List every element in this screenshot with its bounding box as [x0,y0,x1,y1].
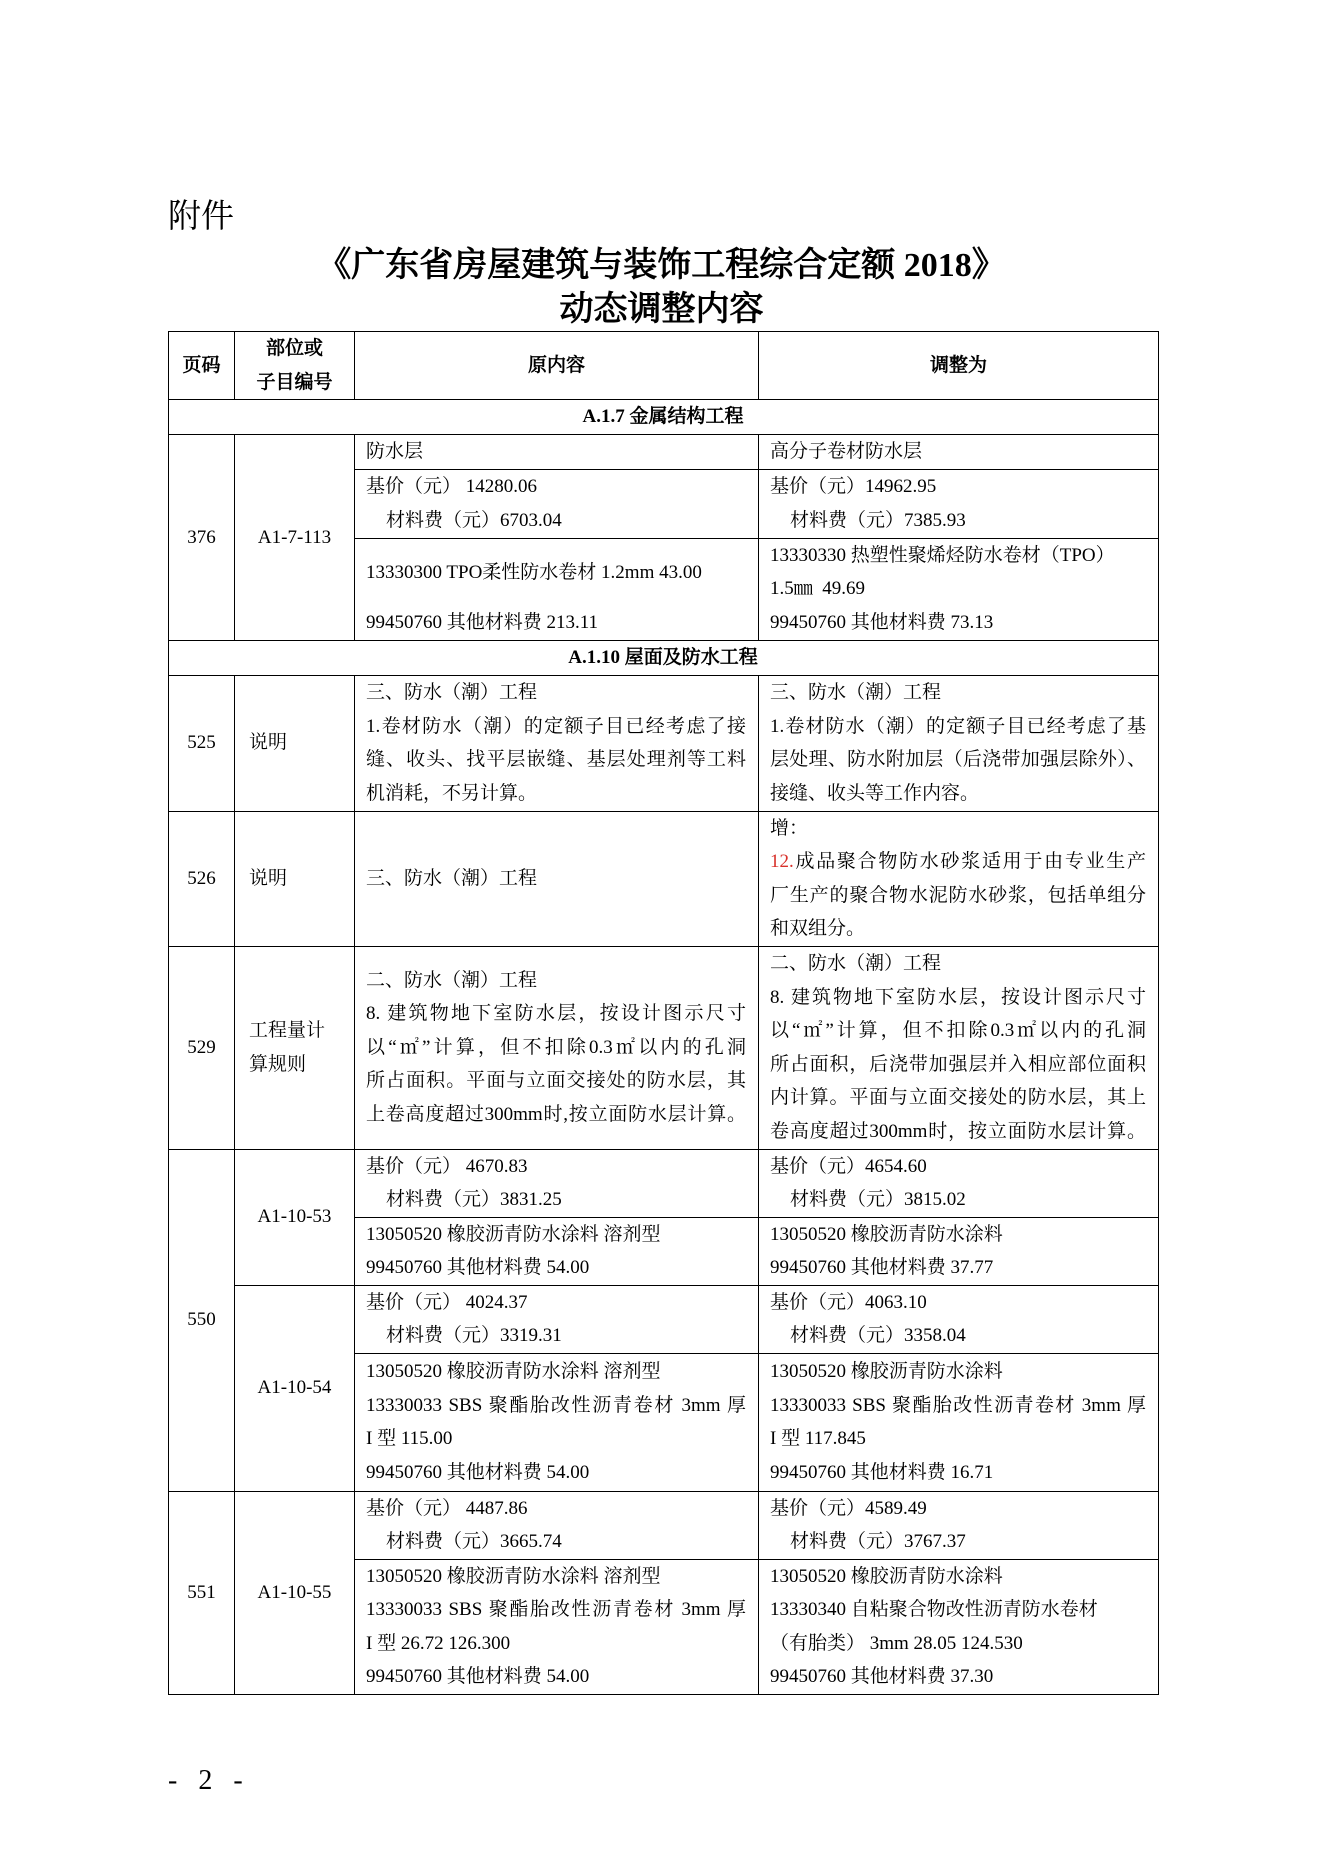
material-line: 99450760 其他材料费 16.71 [770,1461,994,1483]
adjusted-line: 高分子卷材防水层 [770,441,923,462]
original-layer-376 [355,435,759,470]
header-page-cell [169,332,235,400]
material-cost-line: 材料费（元）3358.04 [790,1325,966,1346]
original-price-a1-10-54 [355,1285,759,1353]
material-line: 13330033 SBS 聚酯胎改性沥青卷材 3mm 厚 [366,1394,746,1416]
base-price-line: 基价（元）4654.60 [770,1155,927,1177]
header-part-line-1: 部位或 [265,338,323,359]
original-line: 以“㎡”计算，但不扣除0.3㎡以内的孔洞 [366,1036,746,1058]
material-cost-line: 材料费（元）3815.02 [790,1189,966,1210]
adjusted-cell-526 [759,811,1159,946]
adjusted-materials-a1-10-55 [759,1559,1159,1694]
material-cost-line: 材料费（元）3831.25 [386,1189,562,1210]
adjusted-price-376 [759,469,1159,538]
base-price-line: 基价（元） 4670.83 [366,1155,528,1177]
material-cost-line: 材料费（元）3767.37 [790,1531,966,1552]
adjusted-line: 厂生产的聚合物水泥防水砂浆，包括单组分 [770,884,1146,906]
original-materials-a1-10-54 [355,1353,759,1491]
original-cell-529 [355,946,759,1149]
title-line-2: 动态调整内容 [559,291,764,328]
original-line: 8. 建筑物地下室防水层，按设计图示尺寸 [366,1003,746,1025]
material-line: 13330330 热塑性聚烯烃防水卷材（TPO） [770,544,1115,566]
part-cell-529 [235,946,355,1149]
page-cell-550: 550 [169,1149,235,1491]
page-cell-551: 551 [169,1491,235,1694]
adjusted-materials-a1-10-54 [759,1353,1159,1491]
table-row [169,946,1159,1149]
material-line: 99450760 其他材料费 73.13 [770,611,994,633]
material-line: 13050520 橡胶沥青防水涂料 溶剂型 [366,1223,661,1245]
header-original-cell [355,332,759,400]
header-adjusted-cell [759,332,1159,400]
original-price-a1-10-53 [355,1149,759,1217]
base-price-line: 基价（元）14962.95 [770,476,937,497]
material-cost-line: 材料费（元）7385.93 [790,509,966,531]
original-line: 三、防水（潮）工程 [366,682,538,703]
section-title-metal: A.1.7 金属结构工程 [169,400,1159,435]
original-line: 缝、收头、找平层嵌缝、基层处理剂等工料 [366,749,746,770]
material-line: I 型 26.72 126.300 [366,1632,511,1654]
page-number: - 2 - [168,1765,250,1796]
material-line: I 型 115.00 [366,1428,453,1449]
base-price-line: 基价（元） 4024.37 [366,1291,528,1313]
adjusted-price-a1-10-54 [759,1285,1159,1353]
table-row [169,435,1159,470]
adjustment-table [168,331,1159,1695]
original-cell-526 [355,811,759,946]
section-title-roof: A.1.10 屋面及防水工程 [169,640,1159,675]
adjusted-line: 所占面积，后浇带加强层并入相应部位面积 [770,1053,1146,1075]
adjusted-cell-525 [759,675,1159,811]
adjusted-materials-376 [759,538,1159,640]
original-line: 机消耗，不另计算。 [366,782,538,804]
material-line: 99450760 其他材料费 213.11 [366,612,599,633]
adjusted-materials-a1-10-53 [759,1217,1159,1285]
page-cell-526: 526 [169,811,235,946]
base-price-line: 基价（元）4063.10 [770,1291,927,1313]
table-row [169,675,1159,811]
material-cost-line: 材料费（元）6703.04 [386,509,562,531]
adjusted-line: 以“㎡”计算，但不扣除0.3㎡以内的孔洞 [770,1020,1146,1041]
header-page: 页码 [182,354,221,376]
attachment-label: 附件 [168,196,234,235]
adjusted-line [770,845,1146,879]
adjusted-layer-376 [759,435,1159,470]
code-cell-a1-10-53: A1-10-53 [235,1149,355,1285]
material-cost-line: 材料费（元）3665.74 [386,1531,562,1552]
adjusted-line: 内计算。平面与立面交接处的防水层，其上 [770,1087,1146,1108]
item-number-highlight: 12. [770,851,794,872]
material-line: I 型 117.845 [770,1428,866,1449]
table-row [169,1149,1159,1217]
material-line: 13330300 TPO柔性防水卷材 1.2mm 43.00 [366,561,702,583]
header-original: 原内容 [527,354,585,376]
material-line: 13330033 SBS 聚酯胎改性沥青卷材 3mm 厚 [366,1599,746,1620]
added-prefix: 增： [770,817,809,839]
adjusted-price-a1-10-55 [759,1491,1159,1559]
material-cost-line: 材料费（元）3319.31 [386,1325,562,1346]
material-line: 13050520 橡胶沥青防水涂料 [770,1361,1003,1382]
material-line: 13050520 橡胶沥青防水涂料 [770,1565,1003,1587]
part-line: 算规则 [249,1053,307,1075]
original-line: 所占面积。平面与立面交接处的防水层，其 [366,1070,746,1092]
material-line: （有胎类） 3mm 28.05 124.530 [770,1632,1023,1654]
table-row [169,811,1159,946]
document-title [0,244,1323,332]
original-cell-525 [355,675,759,811]
original-materials-376 [355,538,759,640]
original-line: 防水层 [366,441,424,462]
material-line: 99450760 其他材料费 54.00 [366,1461,590,1483]
adjusted-line: 三、防水（潮）工程 [770,682,942,703]
original-line: 上卷高度超过300mm时,按立面防水层计算。 [366,1103,746,1125]
adjusted-cell-529 [759,946,1159,1149]
base-price-line: 基价（元） 14280.06 [366,476,538,497]
material-line: 13050520 橡胶沥青防水涂料 溶剂型 [366,1565,661,1587]
material-line: 13050520 橡胶沥青防水涂料 溶剂型 [366,1361,661,1382]
material-line: 1.5㎜ 49.69 [770,578,866,600]
code-cell-a1-10-54: A1-10-54 [235,1285,355,1491]
adjusted-line: 和双组分。 [770,918,866,939]
adjusted-line: 层处理、防水附加层（后浇带加强层除外）、 [770,749,1146,770]
material-line: 99450760 其他材料费 37.30 [770,1666,994,1687]
material-line: 99450760 其他材料费 37.77 [770,1257,994,1278]
table-header-row [169,332,1159,400]
adjusted-line: 1.卷材防水（潮）的定额子目已经考虑了基 [770,715,1146,737]
part-cell-526: 说明 [235,811,355,946]
code-cell-a1-7-113: A1-7-113 [235,435,355,641]
table-row [169,1285,1159,1353]
material-line: 99450760 其他材料费 54.00 [366,1257,590,1278]
original-line: 1.卷材防水（潮）的定额子目已经考虑了接 [366,715,746,737]
page-cell-376: 376 [169,435,235,641]
title-line-1: 《广东省房屋建筑与装饰工程综合定额 2018》 [317,247,1006,284]
page-cell-529: 529 [169,946,235,1149]
section-row-metal [169,400,1159,435]
original-price-376 [355,469,759,538]
base-price-line: 基价（元）4589.49 [770,1497,927,1519]
part-line: 工程量计 [249,1020,326,1041]
material-line: 99450760 其他材料费 54.00 [366,1666,590,1687]
original-line: 三、防水（潮）工程 [366,867,538,889]
adjusted-line: 卷高度超过300mm时，按立面防水层计算。 [770,1120,1146,1142]
header-part-line-2: 子目编号 [256,371,333,393]
table-row [169,1491,1159,1559]
adjusted-line: 接缝、收头等工作内容。 [770,782,980,804]
original-materials-a1-10-55 [355,1559,759,1694]
base-price-line: 基价（元） 4487.86 [366,1497,528,1519]
original-materials-a1-10-53 [355,1217,759,1285]
page-cell-525: 525 [169,675,235,811]
adjusted-line: 8. 建筑物地下室防水层，按设计图示尺寸 [770,986,1146,1008]
part-cell-525: 说明 [235,675,355,811]
header-adjusted: 调整为 [929,354,987,376]
adjusted-line: 二、防水（潮）工程 [770,953,942,974]
material-line: 13050520 橡胶沥青防水涂料 [770,1223,1003,1245]
adjusted-line-text: 成品聚合物防水砂浆适用于由专业生产 [793,851,1146,872]
header-part-cell [235,332,355,400]
original-line: 二、防水（潮）工程 [366,969,538,991]
section-row-roof [169,640,1159,675]
material-line: 13330340 自粘聚合物改性沥青防水卷材 [770,1599,1098,1620]
code-cell-a1-10-55: A1-10-55 [235,1491,355,1694]
adjusted-price-a1-10-53 [759,1149,1159,1217]
original-price-a1-10-55 [355,1491,759,1559]
material-line: 13330033 SBS 聚酯胎改性沥青卷材 3mm 厚 [770,1394,1146,1416]
